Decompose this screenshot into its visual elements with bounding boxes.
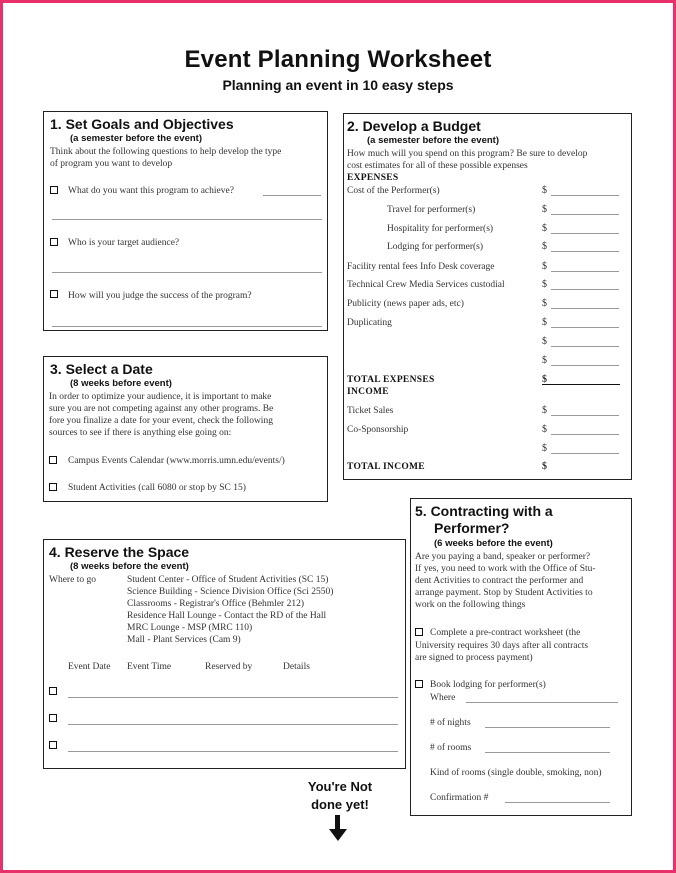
col-event-date: Event Date — [68, 662, 111, 672]
expense-amount-field[interactable] — [551, 251, 619, 252]
currency-sign: $ — [542, 461, 547, 472]
lodging-confirmation-label: Confirmation # — [430, 793, 489, 803]
place-item: Science Building - Science Division Office (Sci 2550) — [127, 587, 334, 597]
lodging-nights-field[interactable] — [485, 727, 610, 728]
expense-label: Technical Crew Media Services custodial — [347, 280, 505, 290]
goals-intro-line2: of program you want to develop — [50, 159, 173, 169]
section-contracting-timing: (6 weeks before the event) — [434, 538, 553, 549]
goals-intro-line1: Think about the following questions to help develop the type — [50, 147, 282, 157]
expense-label: Hospitality for performer(s) — [387, 224, 494, 234]
expense-amount-field[interactable] — [551, 327, 619, 328]
income-amount-field[interactable] — [551, 453, 619, 454]
student-activities-checkbox[interactable] — [49, 483, 57, 491]
currency-sign: $ — [542, 298, 547, 309]
contract-para-line: dent Activities to contract the performer and — [415, 576, 584, 586]
currency-sign: $ — [542, 223, 547, 234]
currency-sign: $ — [542, 355, 547, 366]
place-item: Student Center - Office of Student Activities (SC 15) — [127, 575, 329, 585]
lodging-label: Book lodging for performer(s) — [430, 680, 546, 690]
income-label: Ticket Sales — [347, 406, 394, 416]
precontract-line: University requires 30 days after all contracts — [415, 641, 589, 651]
goals-q1-line[interactable] — [263, 195, 321, 196]
footer-note — [290, 778, 390, 814]
goals-q1-checkbox[interactable] — [50, 186, 58, 194]
currency-sign: $ — [542, 374, 547, 385]
precontract-checkbox[interactable] — [415, 628, 423, 636]
lodging-nights-label: # of nights — [430, 718, 471, 728]
reservation-row-line[interactable] — [68, 697, 398, 698]
contract-para-line: arrange payment. Stop by Student Activities to — [415, 588, 593, 598]
expense-amount-field[interactable] — [551, 195, 619, 196]
date-para-line: sure you are not competing against any other programs. Be — [49, 404, 274, 414]
calendar-checkbox[interactable] — [49, 456, 57, 464]
currency-sign: $ — [542, 424, 547, 435]
lodging-kind-label: Kind of rooms (single double, smoking, non) — [430, 768, 602, 778]
expense-label: Lodging for performer(s) — [387, 242, 484, 252]
section-date-title: 3. Select a Date — [50, 361, 153, 377]
down-arrow-icon-head — [329, 829, 347, 841]
goals-q2-line[interactable] — [52, 272, 322, 273]
date-para-line: fore you finalize a date for your event, check the following — [49, 416, 273, 426]
currency-sign: $ — [542, 317, 547, 328]
reservation-row-checkbox[interactable] — [49, 714, 57, 722]
place-item: Residence Hall Lounge - Contact the RD of the Hall — [127, 611, 327, 621]
lodging-checkbox[interactable] — [415, 680, 423, 688]
page-subtitle: Planning an event in 10 easy steps — [222, 77, 454, 93]
place-item: Classrooms - Registrar's Office (Behmler 212) — [127, 599, 304, 609]
currency-sign: $ — [542, 204, 547, 215]
lodging-where-label: Where — [430, 693, 456, 703]
currency-sign: $ — [542, 336, 547, 347]
total-expenses-label: TOTAL EXPENSES — [347, 375, 435, 385]
expense-label: Duplicating — [347, 318, 392, 328]
footer-line1: You're Not — [307, 779, 373, 794]
budget-intro-line1: How much will you spend on this program? Be sure to develop — [347, 149, 588, 159]
col-reserved-by: Reserved by — [205, 662, 253, 672]
section-contracting-title: 5. Contracting with a — [415, 503, 553, 519]
contract-para-line: work on the following things — [415, 600, 526, 610]
budget-intro-line2: cost estimates for all of these possible expenses — [347, 161, 528, 171]
calendar-label: Campus Events Calendar (www.morris.umn.edu/events/) — [68, 456, 285, 466]
lodging-where-field[interactable] — [466, 702, 618, 703]
precontract-line: Complete a pre-contract worksheet (the — [430, 628, 581, 638]
precontract-line: are signed to process payment) — [415, 653, 533, 663]
reservation-row-checkbox[interactable] — [49, 687, 57, 695]
expense-amount-field[interactable] — [551, 233, 619, 234]
section-goals-title: 1. Set Goals and Objectives — [50, 116, 234, 132]
lodging-rooms-label: # of rooms — [430, 743, 472, 753]
col-event-time: Event Time — [127, 662, 172, 672]
section-date-timing: (8 weeks before event) — [70, 378, 172, 389]
footer-line2: done yet! — [311, 797, 369, 812]
section-goals-timing: (a semester before the event) — [70, 133, 202, 144]
currency-sign: $ — [542, 443, 547, 454]
expense-amount-field[interactable] — [551, 214, 619, 215]
expense-label: Facility rental fees Info Desk coverage — [347, 262, 495, 272]
lodging-rooms-field[interactable] — [485, 752, 610, 753]
place-item: MRC Lounge - MSP (MRC 110) — [127, 623, 253, 633]
page-title: Event Planning Worksheet — [184, 46, 492, 73]
place-item: Mall - Plant Services (Cam 9) — [127, 635, 241, 645]
section-space-timing: (8 weeks before the event) — [70, 561, 189, 572]
goals-q1-line2[interactable] — [52, 219, 322, 220]
reservation-row-line[interactable] — [68, 724, 398, 725]
section-budget-timing: (a semester before the event) — [367, 135, 499, 146]
contract-para-line: If yes, you need to work with the Office of Stu- — [415, 564, 596, 574]
income-amount-field[interactable] — [551, 415, 619, 416]
expense-amount-field[interactable] — [551, 308, 619, 309]
currency-sign: $ — [542, 185, 547, 196]
reservation-row-checkbox[interactable] — [49, 741, 57, 749]
section-space-title: 4. Reserve the Space — [49, 544, 190, 560]
currency-sign: $ — [542, 405, 547, 416]
reservation-row-line[interactable] — [68, 751, 398, 752]
income-heading: INCOME — [347, 387, 389, 397]
expense-amount-field[interactable] — [551, 289, 619, 290]
income-amount-field[interactable] — [551, 434, 619, 435]
currency-sign: $ — [542, 261, 547, 272]
income-label: Co-Sponsorship — [347, 425, 409, 435]
goals-q2-checkbox[interactable] — [50, 238, 58, 246]
lodging-confirmation-field[interactable] — [505, 802, 610, 803]
currency-sign: $ — [542, 279, 547, 290]
student-activities-label: Student Activities (call 6080 or stop by SC 15) — [68, 483, 246, 493]
total-income-label: TOTAL INCOME — [347, 462, 425, 472]
goals-q3-line[interactable] — [52, 326, 322, 327]
expenses-heading: EXPENSES — [347, 173, 399, 183]
section-budget-title: 2. Develop a Budget — [347, 118, 481, 134]
contract-para-line: Are you paying a band, speaker or performer? — [415, 552, 591, 562]
currency-sign: $ — [542, 241, 547, 252]
expense-amount-field[interactable] — [551, 346, 619, 347]
col-details: Details — [283, 662, 310, 672]
date-para-line: In order to optimize your audience, it is important to make — [49, 392, 272, 402]
date-para-line: sources to see if there is anything else going on: — [49, 428, 232, 438]
total-expenses-field[interactable] — [542, 384, 620, 385]
where-to-go-label: Where to go — [49, 575, 96, 585]
goals-q3-checkbox[interactable] — [50, 290, 58, 298]
expense-label: Cost of the Performer(s) — [347, 186, 440, 196]
goals-q1-label: What do you want this program to achieve? — [68, 186, 234, 196]
expense-label: Publicity (news paper ads, etc) — [347, 299, 464, 309]
expense-label: Travel for performer(s) — [387, 205, 476, 215]
goals-q2-label: Who is your target audience? — [68, 238, 180, 248]
expense-amount-field[interactable] — [551, 271, 619, 272]
goals-q3-label: How will you judge the success of the program? — [68, 291, 252, 301]
expense-amount-field[interactable] — [551, 365, 619, 366]
section-contracting-title-cont: Performer? — [434, 520, 510, 536]
